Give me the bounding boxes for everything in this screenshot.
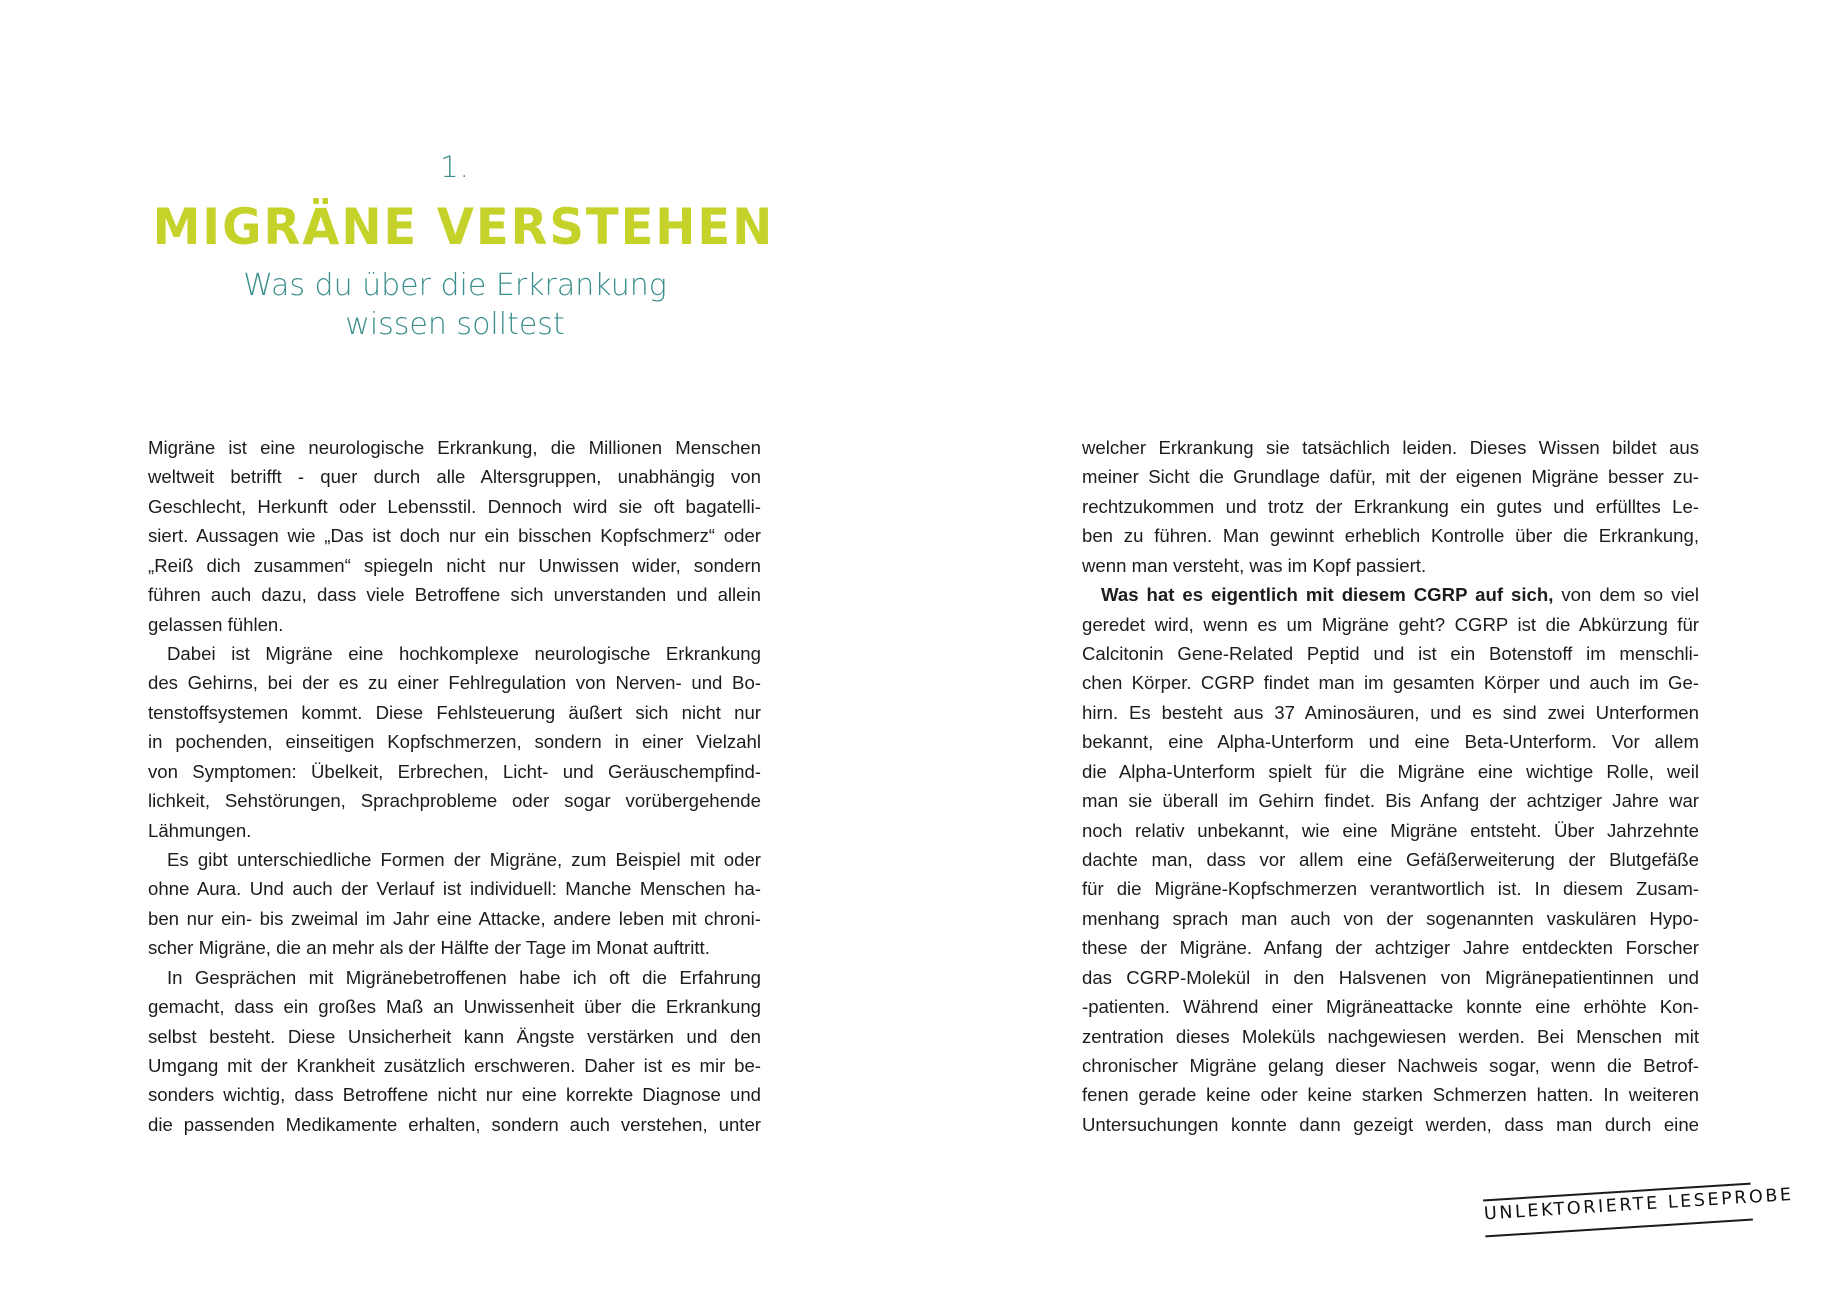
paragraph-start-line: In Gesprächen mit Migränebetroffenen habe ich oft die Erfahrung (167, 967, 761, 988)
body-line: welcher Erkrankung sie tatsächlich leiden. Dieses Wissen bildet aus (1082, 437, 1699, 458)
body-line: fenen gerade keine oder keine starken Schmerzen hatten. In weiteren (1082, 1084, 1699, 1105)
paragraph-start-line (1082, 580, 1699, 610)
body-line: hirn. Es besteht aus 37 Aminosäuren, und es sind zwei Unterformen (1082, 702, 1699, 723)
body-line: zentration dieses Moleküls nachgewiesen werden. Bei Menschen mit (1082, 1026, 1699, 1047)
body-line: Calcitonin Gene-Related Peptid und ist ein Botenstoff im menschli- (1082, 643, 1699, 664)
body-line: chen Körper. CGRP findet man im gesamten Körper und auch im Ge- (1082, 672, 1699, 693)
body-line: bekannt, eine Alpha-Unterform und eine Beta-Unterform. Vor allem (1082, 731, 1699, 752)
chapter-subtitle-line: Was du über die Erkrankung (243, 268, 667, 303)
body-line: these der Migräne. Anfang der achtziger Jahre entdeckten Forscher (1082, 937, 1699, 958)
body-line: das CGRP-Molekül in den Halsvenen von Migränepatientinnen und (1082, 967, 1699, 988)
body-line: „Reiß dich zusammen“ spiegeln nicht nur Unwissen wider, sondern (148, 555, 761, 576)
body-line: weltweit betrifft - quer durch alle Altersgruppen, unabhängig von (148, 466, 761, 487)
body-line: in pochenden, einseitigen Kopfschmerzen, sondern in einer Vielzahl (148, 731, 761, 752)
body-line: noch relativ unbekannt, wie eine Migräne entsteht. Über Jahrzehnte (1082, 820, 1699, 841)
stamp-label: UNLEKTORIERTE LESEPROBE (1483, 1184, 1795, 1225)
body-line: siert. Aussagen wie „Das ist doch nur ein bisschen Kopfschmerz“ oder (148, 525, 761, 546)
body-line: ben nur ein- bis zweimal im Jahr eine Attacke, andere leben mit chroni- (148, 908, 761, 929)
body-line: ohne Aura. Und auch der Verlauf ist individuell: Manche Menschen ha- (148, 878, 761, 899)
body-line: von Symptomen: Übelkeit, Erbrechen, Licht- und Geräuschempfind- (148, 761, 761, 782)
body-line: gemacht, dass ein großes Maß an Unwissenheit über die Erkrankung (148, 996, 761, 1017)
body-line: meiner Sicht die Grundlage dafür, mit der eigenen Migräne besser zu- (1082, 466, 1699, 487)
body-line: -patienten. Während einer Migräneattacke konnte eine erhöhte Kon- (1082, 996, 1699, 1017)
body-line: für die Migräne-Kopfschmerzen verantwortlich ist. In diesem Zusam- (1082, 878, 1699, 899)
body-line: menhang sprach man auch von der sogenannten vaskulären Hypo- (1082, 908, 1699, 929)
body-line: chronischer Migräne gelang dieser Nachweis sogar, wenn die Betrof- (1082, 1055, 1699, 1076)
body-line: des Gehirns, bei der es zu einer Fehlregulation von Nerven- und Bo- (148, 672, 761, 693)
body-line: führen auch dazu, dass viele Betroffene sich unverstanden und allein (148, 584, 761, 605)
body-line: Migräne ist eine neurologische Erkrankung, die Millionen Menschen (148, 437, 761, 458)
body-line: Lähmungen. (148, 820, 252, 841)
paragraph-start-line: Dabei ist Migräne eine hochkomplexe neurologische Erkrankung (167, 643, 761, 664)
body-line: rechtzukommen und trotz der Erkrankung ein gutes und erfülltes Le- (1082, 496, 1699, 517)
body-line: scher Migräne, die an mehr als der Hälfte der Tage im Monat auftritt. (148, 937, 710, 958)
body-line: sonders wichtig, dass Betroffene nicht nur eine korrekte Diagnose und (148, 1084, 761, 1105)
chapter-subtitle (140, 266, 770, 344)
body-line: die Alpha-Unterform spielt für die Migräne eine wichtige Rolle, weil (1082, 761, 1699, 782)
body-line: tenstoffsystemen kommt. Diese Fehlsteuerung äußert sich nicht nur (148, 702, 761, 723)
body-line: dachte man, dass vor allem eine Gefäßerweiterung der Blutgefäße (1082, 849, 1699, 870)
chapter-subtitle-line: wissen solltest (345, 307, 565, 342)
paragraph-start-line: Es gibt unterschiedliche Formen der Migräne, zum Beispiel mit oder (167, 849, 761, 870)
body-line: Untersuchungen konnte dann gezeigt werden, dass man durch eine (1082, 1114, 1699, 1135)
body-line: Geschlecht, Herkunft oder Lebensstil. Dennoch wird sie oft bagatelli- (148, 496, 761, 517)
body-line-rest: von dem so viel (1561, 584, 1699, 605)
body-line: ben zu führen. Man gewinnt erheblich Kontrolle über die Erkrankung, (1082, 525, 1699, 546)
body-line: die passenden Medikamente erhalten, sondern auch verstehen, unter (148, 1114, 761, 1135)
body-line: wenn man versteht, was im Kopf passiert. (1082, 555, 1427, 576)
chapter-number: 1. (440, 150, 470, 184)
body-line: man sie überall im Gehirn findet. Bis Anfang der achtziger Jahre war (1082, 790, 1699, 811)
body-line: selbst besteht. Diese Unsicherheit kann Ängste verstärken und den (148, 1026, 761, 1047)
bold-lead-in: Was hat es eigentlich mit diesem CGRP auf sich, (1101, 584, 1554, 605)
body-line: gelassen fühlen. (148, 614, 284, 635)
unedited-sample-stamp (1483, 1175, 1795, 1246)
body-line: Umgang mit der Krankheit zusätzlich erschweren. Daher ist es mir be- (148, 1055, 761, 1076)
body-line: geredet wird, wenn es um Migräne geht? CGRP ist die Abkürzung für (1082, 614, 1699, 635)
body-line: lichkeit, Sehstörungen, Sprachprobleme oder sogar vorübergehende (148, 790, 761, 811)
chapter-title: MIGRÄNE VERSTEHEN (152, 198, 775, 256)
